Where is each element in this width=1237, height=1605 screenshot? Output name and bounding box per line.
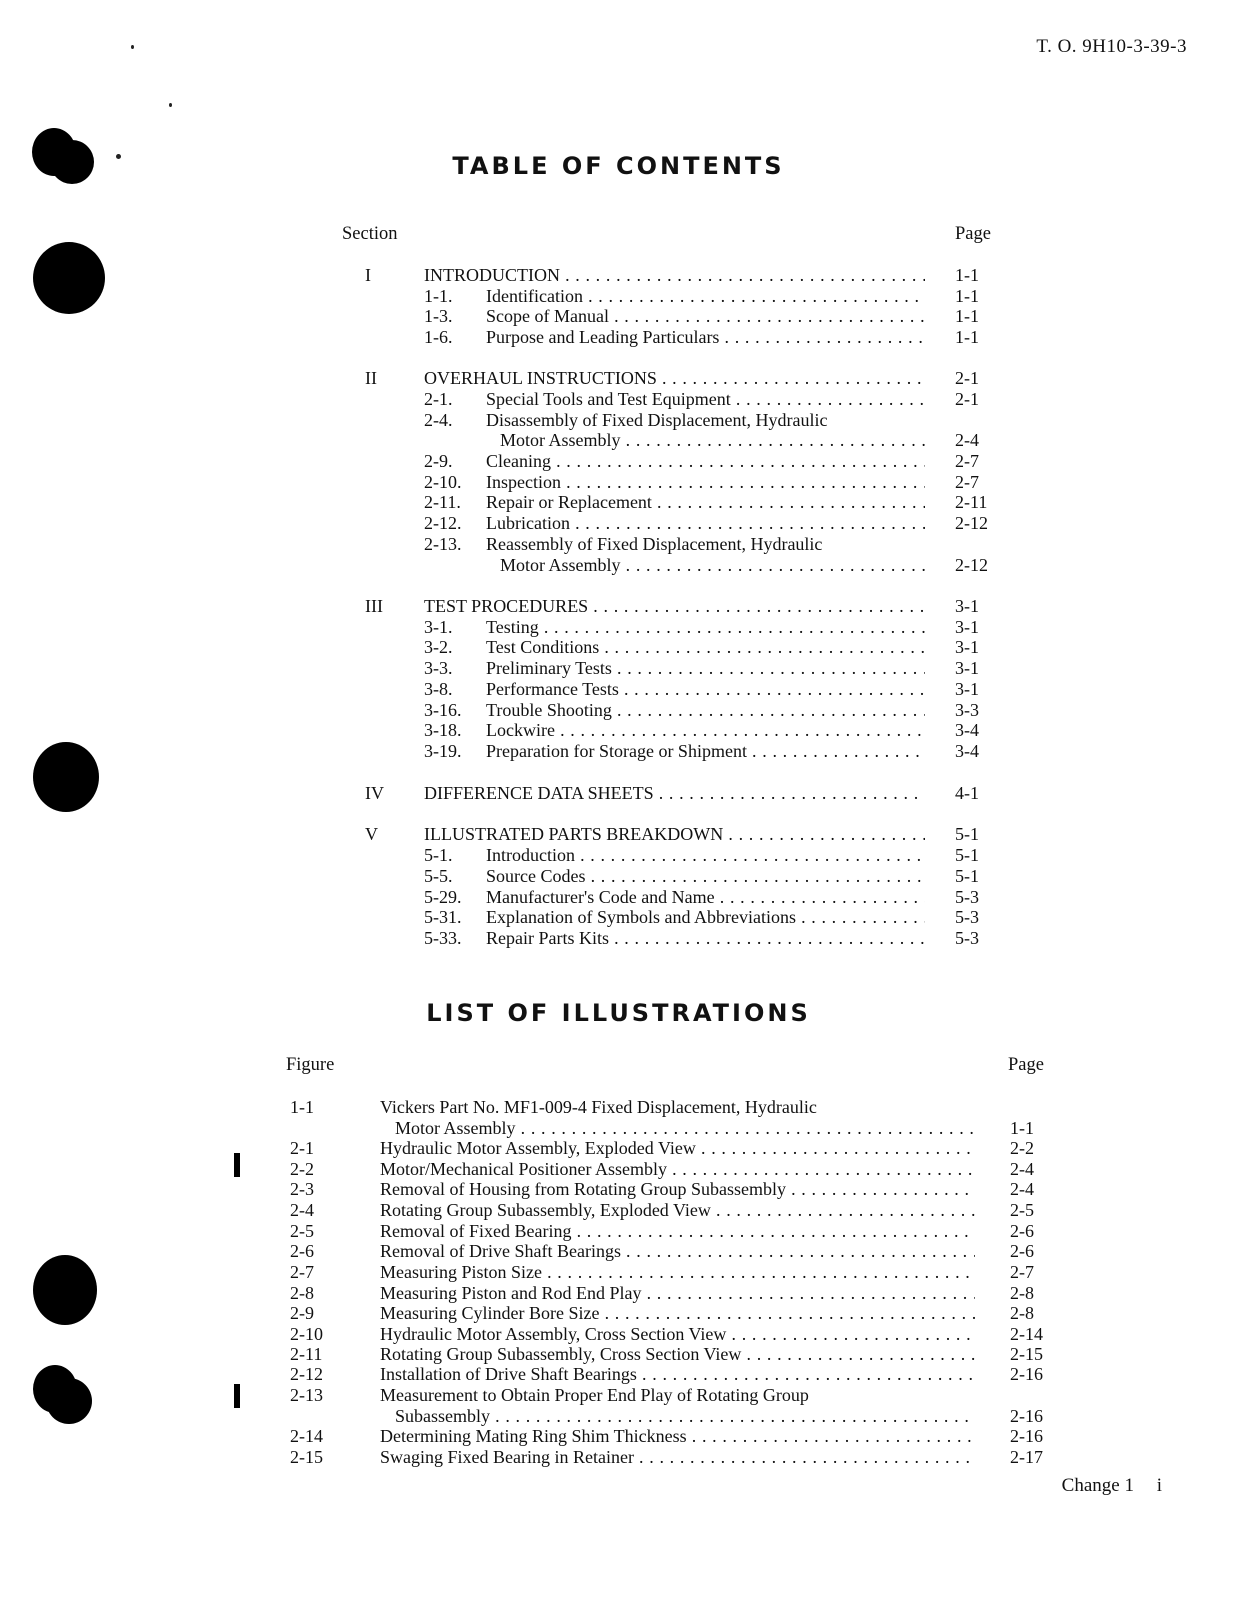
toc-paragraph-number: 2-12. [424,513,462,533]
loi-page-ref: 2-16 [1010,1406,1043,1426]
loi-figure-number: 2-9 [290,1303,314,1323]
toc-entry-title: Motor Assembly . . . [500,430,925,451]
loi-page-ref: 2-5 [1010,1200,1034,1220]
toc-entry-title: Purpose and Leading Particulars . . . [486,327,925,348]
toc-paragraph-number: 1-3. [424,306,453,326]
toc-row [0,741,1237,762]
toc-paragraph-number: 3-1. [424,617,453,637]
loi-row [0,1406,1237,1427]
toc-paragraph-number: 3-16. [424,700,462,720]
loi-figure-number: 2-6 [290,1241,314,1261]
toc-row [0,265,1237,286]
toc-page-ref: 3-1 [955,658,979,678]
loi-figure-number: 2-7 [290,1262,314,1282]
toc-page-ref: 2-7 [955,451,979,471]
loi-page-ref: 2-8 [1010,1283,1034,1303]
toc-page-ref: 3-1 [955,617,979,637]
toc-page-ref: 3-4 [955,741,979,761]
toc-page-ref: 1-1 [955,327,979,347]
toc-section-number: II [365,368,377,388]
loi-page-ref: 2-6 [1010,1221,1034,1241]
toc-page-ref: 5-1 [955,824,979,844]
loi-row [0,1283,1237,1304]
toc-row [0,306,1237,327]
loi-figure-header: Figure [286,1055,335,1075]
toc-row [0,887,1237,908]
loi-row [0,1303,1237,1324]
loi-figure-number: 2-10 [290,1324,323,1344]
toc-entry-title: Manufacturer's Code and Name . . . [486,887,925,908]
toc-paragraph-number: 3-2. [424,637,453,657]
loi-figure-number: 1-1 [290,1097,314,1117]
toc-entry-title: DIFFERENCE DATA SHEETS . . . [424,783,925,804]
toc-paragraph-number: 2-1. [424,389,453,409]
toc-row [0,845,1237,866]
loi-row [0,1385,1237,1406]
toc-page-ref: 5-1 [955,845,979,865]
loi-page-ref: 2-14 [1010,1324,1043,1344]
toc-entry-title: Inspection . . . [486,472,925,493]
loi-page-ref: 2-15 [1010,1344,1043,1364]
toc-section-number: I [365,265,371,285]
loi-figure-number: 2-5 [290,1221,314,1241]
toc-row [0,430,1237,451]
toc-paragraph-number: 2-9. [424,451,453,471]
toc-row [0,866,1237,887]
toc-page-ref: 1-1 [955,265,979,285]
loi-title: LIST OF ILLUSTRATIONS [426,999,811,1027]
margin-speck [131,45,134,49]
toc-row [0,617,1237,638]
loi-row [0,1364,1237,1385]
toc-page-ref: 5-3 [955,887,979,907]
toc-paragraph-number: 1-1. [424,286,453,306]
toc-entry-title: Special Tools and Test Equipment . . . [486,389,925,410]
toc-entry-title: Repair or Replacement . . . [486,492,925,513]
loi-figure-number: 2-11 [290,1344,323,1364]
loi-page-ref: 2-7 [1010,1262,1034,1282]
loi-page-ref: 2-8 [1010,1303,1034,1323]
loi-row [0,1159,1237,1180]
loi-row [0,1118,1237,1139]
loi-entry-title: Vickers Part No. MF1-009-4 Fixed Displacement, Hydraulic [380,1097,817,1117]
loi-entry-title: Swaging Fixed Bearing in Retainer . . . [380,1447,975,1468]
toc-page-ref: 5-1 [955,866,979,886]
toc-entry-title: Trouble Shooting . . . [486,700,925,721]
toc-entry-title: Source Codes . . . [486,866,925,887]
loi-figure-number: 2-8 [290,1283,314,1303]
loi-figure-number: 2-12 [290,1364,323,1384]
page-number: i [1156,1475,1162,1496]
loi-figure-number: 2-2 [290,1159,314,1179]
toc-entry-title: Scope of Manual . . . [486,306,925,327]
toc-row [0,783,1237,804]
loi-entry-title: Measuring Cylinder Bore Size . . . [380,1303,975,1324]
toc-page-ref: 3-1 [955,637,979,657]
toc-paragraph-number: 3-3. [424,658,453,678]
toc-page-ref: 2-12 [955,555,988,575]
toc-paragraph-number: 5-5. [424,866,453,886]
toc-paragraph-number: 5-31. [424,907,462,927]
toc-paragraph-number: 2-13. [424,534,462,554]
loi-entry-title: Measurement to Obtain Proper End Play of Rotating Group [380,1385,809,1405]
change-label: Change 1 [1061,1475,1134,1496]
loi-figure-number: 2-4 [290,1200,314,1220]
loi-figure-number: 2-1 [290,1138,314,1158]
toc-paragraph-number: 5-1. [424,845,453,865]
toc-paragraph-number: 5-29. [424,887,462,907]
toc-section-number: III [365,596,383,616]
toc-page-ref: 2-1 [955,389,979,409]
loi-entry-title: Installation of Drive Shaft Bearings . . . [380,1364,975,1385]
loi-row [0,1241,1237,1262]
toc-row [0,720,1237,741]
loi-row [0,1200,1237,1221]
toc-row [0,824,1237,845]
loi-entry-title: Removal of Drive Shaft Bearings . . . [380,1241,975,1262]
loi-entry-title: Motor Assembly . . . [395,1118,975,1139]
toc-row [0,451,1237,472]
toc-row [0,286,1237,307]
loi-figure-number: 2-3 [290,1179,314,1199]
toc-page-ref: 3-3 [955,700,979,720]
toc-entry-title: Explanation of Symbols and Abbreviations . . . [486,907,925,928]
toc-section-header: Section [342,224,398,244]
loi-figure-number: 2-14 [290,1426,323,1446]
margin-speck [169,103,172,107]
loi-page-header: Page [1008,1055,1044,1075]
toc-paragraph-number: 2-10. [424,472,462,492]
toc-row [0,637,1237,658]
toc-page-ref: 3-1 [955,679,979,699]
toc-paragraph-number: 1-6. [424,327,453,347]
toc-page-ref: 2-11 [955,492,988,512]
toc-section-number: V [365,824,378,844]
toc-row [0,534,1237,555]
toc-page-ref: 1-1 [955,306,979,326]
toc-entry-title: Preparation for Storage or Shipment . . . [486,741,925,762]
toc-page-ref: 5-3 [955,907,979,927]
loi-row [0,1221,1237,1242]
toc-row [0,410,1237,431]
loi-entry-title: Rotating Group Subassembly, Exploded View . . . [380,1200,975,1221]
toc-entry-title: INTRODUCTION . . . [424,265,925,286]
loi-page-ref: 2-4 [1010,1159,1034,1179]
toc-entry-title: Introduction . . . [486,845,925,866]
toc-entry-title: Repair Parts Kits . . . [486,928,925,949]
toc-page-ref: 5-3 [955,928,979,948]
loi-row [0,1426,1237,1447]
toc-page-ref: 3-4 [955,720,979,740]
loi-entry-title: Hydraulic Motor Assembly, Exploded View . . . [380,1138,975,1159]
toc-entry-title: ILLUSTRATED PARTS BREAKDOWN . . . [424,824,925,845]
loi-entry-title: Removal of Housing from Rotating Group Subassembly . . . [380,1179,975,1200]
toc-row [0,555,1237,576]
toc-page-ref: 4-1 [955,783,979,803]
toc-page-ref: 2-1 [955,368,979,388]
page-footer [1044,1475,1162,1497]
toc-entry-title: Test Conditions . . . [486,637,925,658]
loi-figure-number: 2-15 [290,1447,323,1467]
toc-row [0,679,1237,700]
toc-paragraph-number: 3-19. [424,741,462,761]
loi-entry-title: Motor/Mechanical Positioner Assembly . . . [380,1159,975,1180]
toc-entry-title: Reassembly of Fixed Displacement, Hydraulic [486,534,823,554]
loi-entry-title: Determining Mating Ring Shim Thickness . . . [380,1426,975,1447]
toc-row [0,327,1237,348]
loi-page-ref: 2-4 [1010,1179,1034,1199]
toc-row [0,907,1237,928]
toc-entry-title: Disassembly of Fixed Displacement, Hydraulic [486,410,828,430]
toc-row [0,492,1237,513]
toc-paragraph-number: 2-11. [424,492,461,512]
loi-row [0,1344,1237,1365]
loi-entry-title: Hydraulic Motor Assembly, Cross Section View . . . [380,1324,975,1345]
toc-row [0,928,1237,949]
toc-paragraph-number: 5-33. [424,928,462,948]
toc-entry-title: TEST PROCEDURES . . . [424,596,925,617]
loi-page-ref: 2-2 [1010,1138,1034,1158]
toc-page-ref: 2-4 [955,430,979,450]
toc-page-header: Page [955,224,991,244]
loi-row [0,1324,1237,1345]
toc-entry-title: Motor Assembly . . . [500,555,925,576]
toc-entry-title: Performance Tests . . . [486,679,925,700]
toc-row [0,700,1237,721]
toc-entry-title: Testing . . . [486,617,925,638]
toc-page-ref: 2-12 [955,513,988,533]
loi-row [0,1097,1237,1118]
toc-entry-title: Preliminary Tests . . . [486,658,925,679]
toc-entry-title: Cleaning . . . [486,451,925,472]
loi-row [0,1447,1237,1468]
toc-page-ref: 1-1 [955,286,979,306]
toc-entry-title: Lockwire . . . [486,720,925,741]
loi-entry-title: Removal of Fixed Bearing . . . [380,1221,975,1242]
toc-title: TABLE OF CONTENTS [452,152,785,180]
technical-order-number: T. O. 9H10-3-39-3 [1036,36,1187,57]
loi-entry-title: Subassembly . . . [395,1406,975,1427]
loi-row [0,1138,1237,1159]
loi-page-ref: 2-16 [1010,1426,1043,1446]
toc-entry-title: OVERHAUL INSTRUCTIONS . . . [424,368,925,389]
loi-row [0,1262,1237,1283]
toc-section-number: IV [365,783,384,803]
loi-row [0,1179,1237,1200]
toc-row [0,513,1237,534]
toc-row [0,658,1237,679]
loi-page-ref: 2-6 [1010,1241,1034,1261]
loi-page-ref: 2-16 [1010,1364,1043,1384]
toc-page-ref: 2-7 [955,472,979,492]
toc-page-ref: 3-1 [955,596,979,616]
loi-entry-title: Measuring Piston and Rod End Play . . . [380,1283,975,1304]
loi-page-ref: 1-1 [1010,1118,1034,1138]
toc-paragraph-number: 3-18. [424,720,462,740]
toc-row [0,368,1237,389]
loi-entry-title: Measuring Piston Size . . . [380,1262,975,1283]
loi-page-ref: 2-17 [1010,1447,1043,1467]
toc-row [0,389,1237,410]
loi-entry-title: Rotating Group Subassembly, Cross Section View . . . [380,1344,975,1365]
toc-entry-title: Identification . . . [486,286,925,307]
toc-paragraph-number: 3-8. [424,679,453,699]
loi-figure-number: 2-13 [290,1385,323,1405]
toc-row [0,596,1237,617]
toc-paragraph-number: 2-4. [424,410,453,430]
toc-row [0,472,1237,493]
toc-entry-title: Lubrication . . . [486,513,925,534]
